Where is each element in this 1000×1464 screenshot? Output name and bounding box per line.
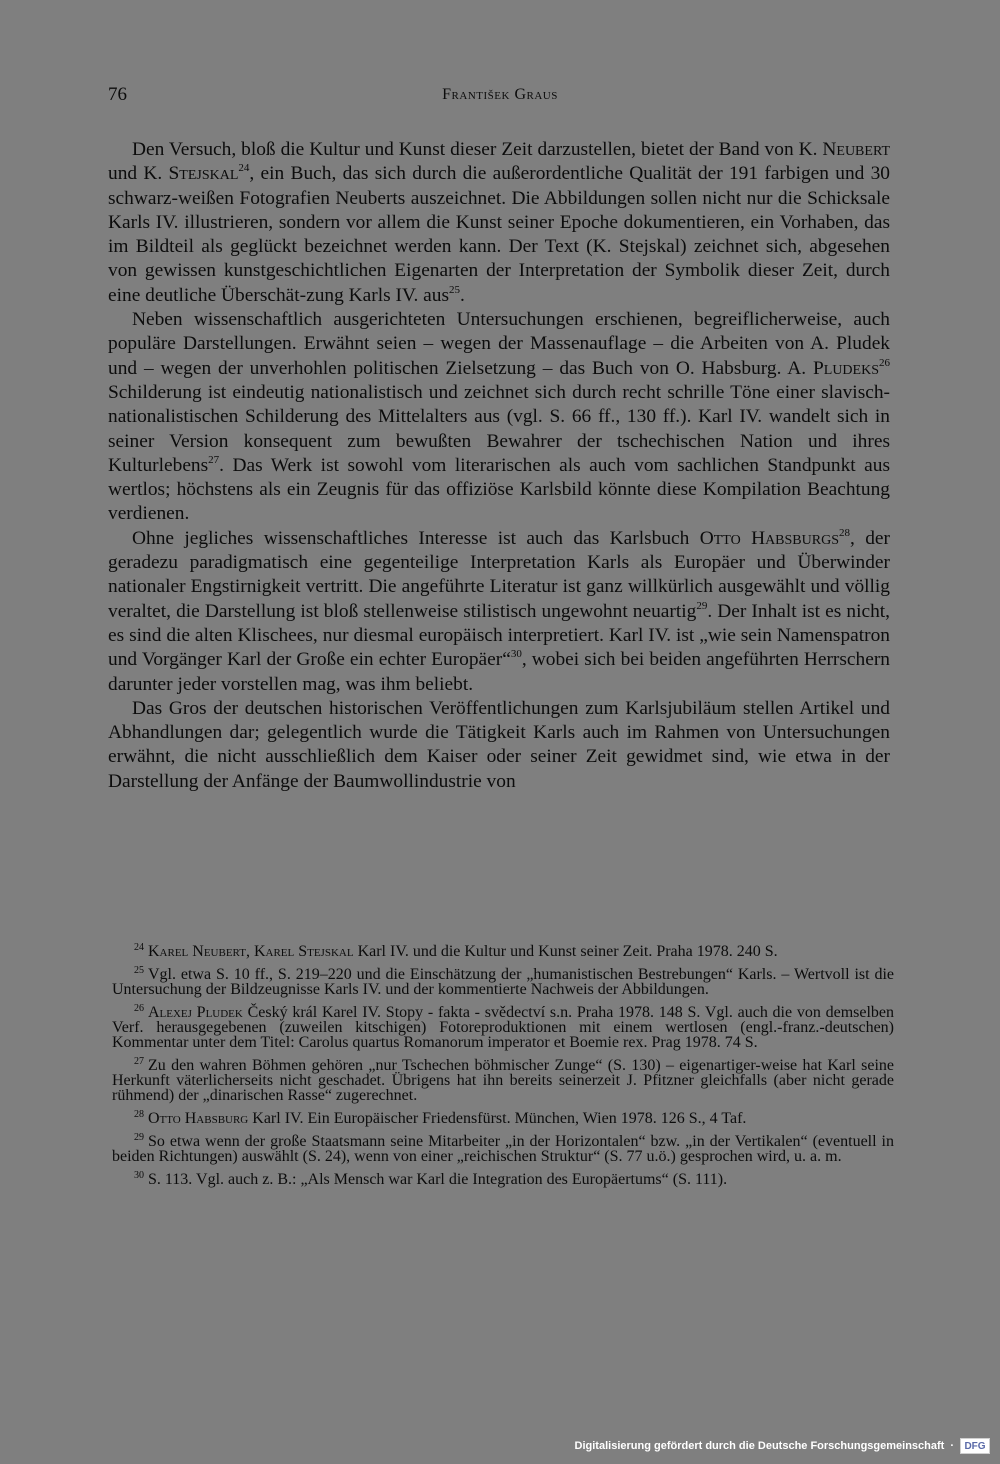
- text-run: Vgl. etwa S. 10 ff., S. 219–220 und die Einschätzung der „humanistischen Bestrebungen“ Karls. – Wertvoll ist die Untersuchung der Bildzeugnisse Karls IV. und der kommentierte Nachweis der Abbildungen.: [112, 966, 894, 998]
- body-paragraph: [108, 527, 890, 697]
- author-name: Neubert: [822, 139, 890, 160]
- footnote-number: 26: [134, 1003, 144, 1014]
- footnote-number: 28: [134, 1109, 144, 1120]
- text-run: Ohne jegliches wissenschaftliches Interesse ist auch das Karlsbuch: [132, 527, 700, 549]
- author-name: Karel Neubert, Karel Stejskal: [148, 943, 354, 960]
- author-name: Stejskal: [168, 163, 239, 185]
- credit-separator: ·: [950, 1440, 954, 1452]
- footnote: [112, 1054, 894, 1103]
- footnote-number: 25: [134, 965, 144, 976]
- author-name: Otto Habsburgs: [699, 527, 839, 549]
- footnote-ref: 25: [449, 283, 461, 296]
- text-run: .: [460, 284, 465, 306]
- text-run: So etwa wenn der große Staatsmann seine Mitarbeiter „in der Horizontalen“ bzw. „in der Vertikalen“ (eventuell in beiden Richtungen) auswählt (S. 24), wenn von einer „reichischen Struktur“ (S. 77 u.ö.) gesprochen wird, u. a. m.: [112, 1133, 894, 1165]
- text-run: , der geradezu paradigmatisch eine gegenteilige Interpretation Karls als Europäer und Überwinder nationaler Engstirnigkeit vertritt. Die angeführte Literatur ist ganz willkürlich ausgewählt und völlig veraltet, die Darstellung ist bloß stellenweise stilistisch ungewohnt neuartig: [108, 527, 890, 622]
- body-paragraph: [108, 138, 890, 308]
- footnote: [112, 1001, 894, 1050]
- text-run: und K.: [108, 163, 169, 185]
- digitization-credit: [575, 1438, 990, 1454]
- footnote-ref: 28: [839, 526, 850, 539]
- footnote: [112, 963, 894, 997]
- author-name: Pludeks: [812, 357, 879, 379]
- dfg-logo: DFG: [960, 1438, 990, 1454]
- footnote-ref: 27: [208, 453, 220, 466]
- footnote: [112, 1107, 894, 1126]
- footnote-number: 29: [134, 1132, 144, 1143]
- footnote: [112, 940, 894, 959]
- text-run: Den Versuch, bloß die Kultur und Kunst dieser Zeit darzustellen, bietet der Band von K.: [132, 139, 823, 160]
- text-run: , wobei sich bei beiden angeführten Herrschern darunter jeder vorstellen mag, was ihm beliebt.: [108, 649, 890, 695]
- footnote-number: 24: [134, 942, 144, 953]
- text-run: Schilderung ist eindeutig nationalistisch und zeichnet sich durch recht schrille Töne einer slavisch-nationalistischen Schilderung des Mittelalters aus (vgl. S. 66 ff., 130 ff.). Karl IV. wandelt sich in seiner Version konsequent zum bewußten Bewahrer der tschechischen Nation und ihres Kulturlebens: [108, 381, 890, 476]
- text-run: S. 113. Vgl. auch z. B.: „Als Mensch war Karl die Integration des Europäertums“ (S. 111).: [148, 1171, 728, 1188]
- footnote: [112, 1168, 894, 1187]
- body-paragraph: [108, 697, 890, 794]
- footnote: [112, 1130, 894, 1164]
- body-text: [108, 138, 890, 794]
- text-run: . Das Werk ist sowohl vom literarischen als auch vom sachlichen Standpunkt aus wertlos; höchstens als ein Zeugnis für das offiziöse Karlsbild könnte diese Kompilation Beachtung verdienen.: [108, 454, 890, 525]
- text-run: , ein Buch, das sich durch die außerordentliche Qualität der 191 farbigen und 30 schwarz-weißen Fotografien Neuberts auszeichnet. Die Abbildungen sollen nicht nur die Schicksale Karls IV. illustrieren, sondern vor allem die Kunst seiner Epoche dokumentieren, ein Vorhaben, das im Bildteil als geglückt bezeichnet werden kann. Der Text (K. Stejskal) zeichnet sich, abgesehen von gewissen kunstgeschichtlichen Eigenarten der Interpretation der Symbolik dieser Zeit, durch eine deutliche Überschät-zung Karls IV. aus: [108, 163, 891, 306]
- footnote-number: 30: [134, 1170, 144, 1181]
- text-run: Das Gros der deutschen historischen Veröffentlichungen zum Karlsjubiläum stellen Artikel und Abhandlungen dar; gelegentlich wurde die Tätigkeit Karls auch im Rahmen von Untersuchungen erwähnt, die nicht ausschließlich dem Kaiser oder seiner Zeit gewidmet sind, wie etwa in der Darstellung der Anfänge der Baumwollindustrie von: [108, 697, 890, 792]
- author-name: Otto Habsburg: [148, 1110, 249, 1127]
- text-run: Zu den wahren Böhmen gehören „nur Tschechen böhmischer Zunge“ (S. 130) – eigenartiger-weise hat Karl seine Herkunft väterlicherseits nicht geschadet. Übrigens hat ihn bereits seinerzeit J. Pfitzner gleichfalls (aber nicht gerade rühmend) der „dinarischen Rasse“ zugerechnet.: [112, 1057, 894, 1104]
- text-run: Neben wissenschaftlich ausgerichteten Untersuchungen erschienen, begreiflicherweise, auch populäre Darstellungen. Erwähnt seien – wegen der Massenauflage – die Arbeiten von A. Pludek und – wegen der unverhohlen politischen Zielsetzung – das Buch von O. Habsburg. A.: [108, 309, 890, 379]
- footnotes: [112, 940, 894, 1191]
- body-paragraph: [108, 308, 890, 527]
- text-run: Karl IV. Ein Europäischer Friedensfürst. München, Wien 1978. 126 S., 4 Taf.: [248, 1110, 747, 1127]
- footnote-ref: 26: [879, 356, 890, 369]
- footnote-ref: 29: [696, 599, 708, 612]
- footnote-ref: 30: [510, 648, 522, 661]
- running-head: František Graus: [442, 86, 558, 103]
- text-run: . Der Inhalt ist es nicht, es sind die alten Klischees, nur diesmal europäisch interpretiert. Karl IV. ist „wie sein Namenspatron und Vorgänger Karl der Große ein echter Europäer“: [108, 600, 890, 671]
- footnote-number: 27: [134, 1056, 144, 1067]
- page-number: 76: [108, 84, 127, 105]
- text-run: Český král Karel IV. Stopy - fakta - svědectví s.n. Praha 1978. 148 S. Vgl. auch die von demselben Verf. herausgegebenen (zuweilen kitschigen) Fotoreproduktionen mit einem wertlosen (engl.-franz.-deutschen) Kommentar unter dem Titel: Carolus quartus Romanorum imperator et Boemie rex. Prag 1978. 74 S.: [112, 1004, 895, 1051]
- credit-text: Digitalisierung gefördert durch die Deutsche Forschungsgemeinschaft: [574, 1440, 945, 1452]
- author-name: Alexej Pludek: [148, 1004, 243, 1021]
- footnote-ref: 24: [238, 162, 250, 175]
- text-run: Karl IV. und die Kultur und Kunst seiner Zeit. Praha 1978. 240 S.: [353, 943, 778, 960]
